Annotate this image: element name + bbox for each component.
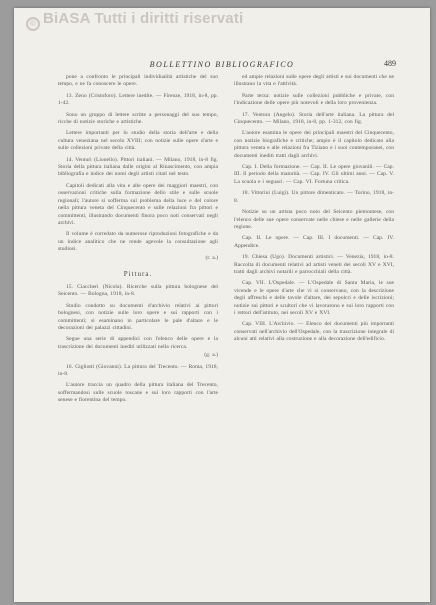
paragraph: L'autore esamina le opere dei principali maestri del Cinquecento, con notizie biografiche e critiche; ampio è il capitolo dedicato alla pittura veneta e alle relazioni fra Tiziano e i suoi contemporanei, con documenti inediti tratti dagli archivi. [234,130,394,159]
paragraph: 13. Zeno (Cristoforo). Lettere inedite. — Firenze, 1918, in-8, pp. 1-42. [58,92,218,107]
paragraph: Studio condotto su documenti d'archivio relativi ai pittori bolognesi, con notizie sulle loro opere e sui rapporti con i committenti; si esaminano in particolare le pale d'altare e le decorazioni dei palazzi cittadini. [58,302,218,331]
right-column [234,74,394,579]
paragraph: Segue una serie di appendici con l'elenco delle opere e la trascrizione dei documenti inediti utilizzati nella ricerca. [58,336,218,350]
paragraph: Parte terza: notizie sulle collezioni pubbliche e private, con l'indicazione delle opere più notevoli e della loro provenienza. [234,92,394,107]
paragraph: pone a confronto le principali individualità artistiche del suo tempo, e ne fa conoscere le opere. [58,74,218,88]
paragraph: L'autore traccia un quadro della pittura italiana del Trecento, soffermandosi sulle scuole toscane e sui loro rapporti con l'arte senese e fiorentina del tempo. [58,382,218,404]
paragraph: Lettere importanti per lo studio della storia dell'arte e della cultura veneziana nel secolo XVIII; con notizie sulle opere d'arte e sulle collezioni private della città. [58,130,218,152]
paragraph: Cap. VII. L'Ospedale. — L'Ospedale di Santa Maria, le sue vicende e le opere d'arte che vi si conservano, con la descrizione degli affreschi e delle tavole d'altare, dei sepolcri e delle iscrizioni; notizie sui pittori e scultori che vi lavorarono e sui loro rapporti con i rettori dell'istituto, nei secoli XV e XVI. [234,280,394,316]
paragraph: Sono un gruppo di lettere scritte a personaggi del suo tempo, ricche di notizie storiche e artistiche. [58,111,218,126]
paragraph: 18. Vittorini (Luigi). Un pittore dimenticato. — Torino, 1918, in-8. [234,190,394,204]
section-title: Pittura. [123,269,153,278]
paragraph: 16. Gigliotti (Giovanni). La pittura del Trecento. — Roma, 1918, in-8. [58,363,218,377]
running-title: BOLLETTINO BIBLIOGRAFICO [149,60,295,69]
watermark-logo-icon: © [26,17,40,31]
paragraph: Cap. II. Le opere. — Cap. III. I documenti. — Cap. IV. Appendice. [234,235,394,249]
reviewer-initials: (r. a.) [205,254,218,261]
paragraph: Notizie su un artista poco noto del Seicento piemontese, con l'elenco delle sue opere conservate nelle chiese e nelle gallerie della regione. [234,209,394,230]
paragraph: 17. Ventura (Angelo). Storia dell'arte italiana. La pittura del Cinquecento. — Milano, 1918, in-8, pp. 1-312, con fig. [234,111,394,126]
paragraph: Cap. VIII. L'Archivio. — Elenco dei documenti più importanti conservati nell'archivio dell'Ospedale, con la trascrizione integrale di alcuni atti relativi alla costruzione e alla decorazione dell'edificio. [234,321,394,343]
watermark-text: BiASA Tutti i diritti riservati [43,10,244,27]
document-page [14,8,430,602]
left-column [58,74,218,579]
watermark [26,10,243,31]
paragraph: 19. Chiesa (Ugo). Documenti artistici. — Venezia, 1918, in-8. Raccolta di documenti relativi ad artisti veneti dei secoli XV e XVI, tratti dagli archivi notarili e parrocchiali della città. [234,254,394,275]
reviewer-initials: (g. a.) [204,352,218,359]
paragraph: Cap. I. Della formazione. — Cap. II. Le opere giovanili. — Cap. III. Il periodo della maturità. — Cap. IV. Gli ultimi anni. — Cap. V. La scuola e i seguaci. — Cap. VI. Fortuna critica. [234,164,394,185]
paragraph: 14. Venturi (Lionello). Pittori italiani. — Milano, 1918, in-8 fig. Storia della pittura italiana dalle origini al Rinascimento, con ampia bibliografia e indice dei nomi degli artisti citati nel testo. [58,156,218,178]
paragraph: ed ampie relazioni sulle opere degli artisti e sui documenti che ne illustrano la vita e l'attività. [234,74,394,88]
paragraph: Capitoli dedicati alla vita e alle opere dei maggiori maestri, con osservazioni critiche sulla formazione dello stile e sulle scuole regionali; l'autore si sofferma sul problema della luce e del colore nella pittura veneta del Cinquecento e sulle relazioni fra pittori e committenti, illustrando documenti finora poco noti conservati negli archivi. [58,182,218,226]
paragraph: 15. Ciaccheri (Nicola). Ricerche sulla pittura bolognese del Seicento. — Bologna, 1918, in-8. [58,283,218,298]
page-number: 489 [384,59,396,68]
paragraph: Il volume è corredato da numerose riproduzioni fotografiche e da un indice analitico che ne rende agevole la consultazione agli studiosi. [58,231,218,253]
